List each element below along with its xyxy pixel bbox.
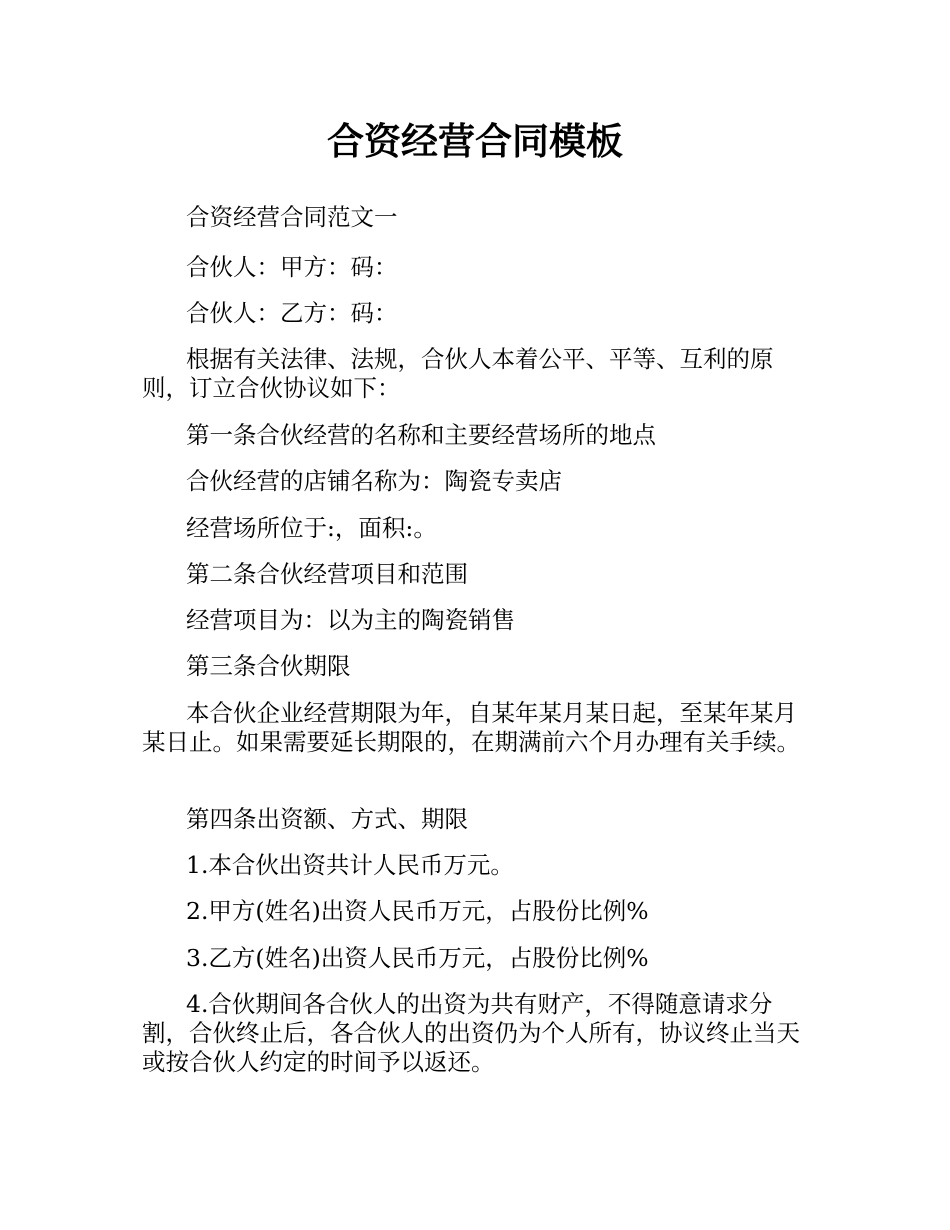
shop-name-line: 合伙经营的店铺名称为：陶瓷专卖店 (186, 467, 562, 495)
partner-b-line: 合伙人：乙方：码： (186, 299, 398, 327)
article-four-heading: 第四条出资额、方式、期限 (186, 805, 468, 833)
contribution-item-3: 3.乙方(姓名)出资人民币万元，占股份比例% (186, 944, 649, 972)
contribution-item-4: 4.合伙期间各合伙人的出资为共有财产，不得随意请求分割，合伙终止后，各合伙人的出资仍为个人所有，协议终止当天或按合伙人约定的时间予以返还。 (142, 990, 800, 1076)
contribution-item-1: 1.本合伙出资共计人民币万元。 (186, 851, 514, 879)
term-paragraph: 本合伙企业经营期限为年，自某年某月某日起，至某年某月某日止。如果需要延长期限的，在期满前六个月办理有关手续。 (142, 699, 800, 756)
business-scope-line: 经营项目为：以为主的陶瓷销售 (186, 606, 515, 634)
document-title: 合资经营合同模板 (327, 120, 623, 163)
article-two-heading: 第二条合伙经营项目和范围 (186, 560, 468, 588)
contribution-item-2: 2.甲方(姓名)出资人民币万元，占股份比例% (186, 897, 649, 925)
preamble-paragraph: 根据有关法律、法规，合伙人本着公平、平等、互利的原则，订立合伙协议如下： (142, 345, 774, 402)
article-three-heading: 第三条合伙期限 (186, 652, 351, 680)
section-heading-template-one: 合资经营合同范文一 (186, 203, 398, 231)
article-one-heading: 第一条合伙经营的名称和主要经营场所的地点 (186, 421, 656, 449)
location-line: 经营场所位于:，面积:。 (186, 514, 437, 542)
partner-a-line: 合伙人：甲方：码： (186, 253, 398, 281)
